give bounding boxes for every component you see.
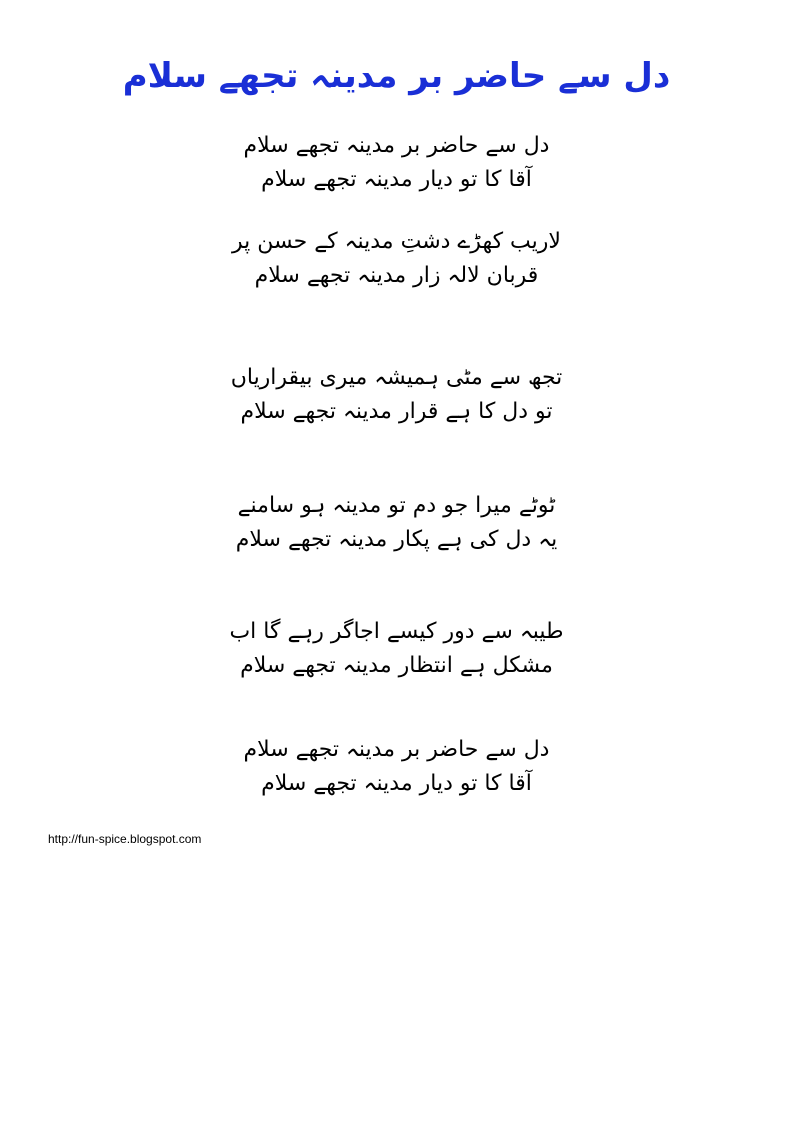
verse-line: تجھ سے مٹی ہمیشہ میری بیقراریاں — [230, 365, 563, 390]
verse-line: ٹوٹے میرا جو دم تو مدینہ ہو سامنے — [237, 493, 556, 518]
verse-line: لاریب کھڑے دشتِ مدینہ کے حسن پر — [232, 229, 561, 254]
footer-url-text: http://fun-spice.blogspot.com — [48, 832, 202, 846]
verse-line: تو دل کا ہے قرار مدینہ تجھے سلام — [240, 399, 553, 424]
verse-line: آقا کا تو دیار مدینہ تجھے سلام — [261, 771, 532, 796]
page-title: دل سے حاضر بر مدینہ تجھے سلام — [122, 56, 671, 96]
verse-line: دل سے حاضر بر مدینہ تجھے سلام — [243, 737, 550, 762]
verse-line: قربان لالہ زار مدینہ تجھے سلام — [254, 263, 539, 288]
verse-line: مشکل ہے انتظار مدینہ تجھے سلام — [240, 653, 553, 678]
verse-line: یہ دل کی ہے پکار مدینہ تجھے سلام — [235, 527, 558, 552]
verse-line: آقا کا تو دیار مدینہ تجھے سلام — [261, 167, 532, 192]
verse-line: طیبہ سے دور کیسے اجاگر رہے گا اب — [229, 619, 564, 644]
verse-line: دل سے حاضر بر مدینہ تجھے سلام — [243, 133, 550, 158]
